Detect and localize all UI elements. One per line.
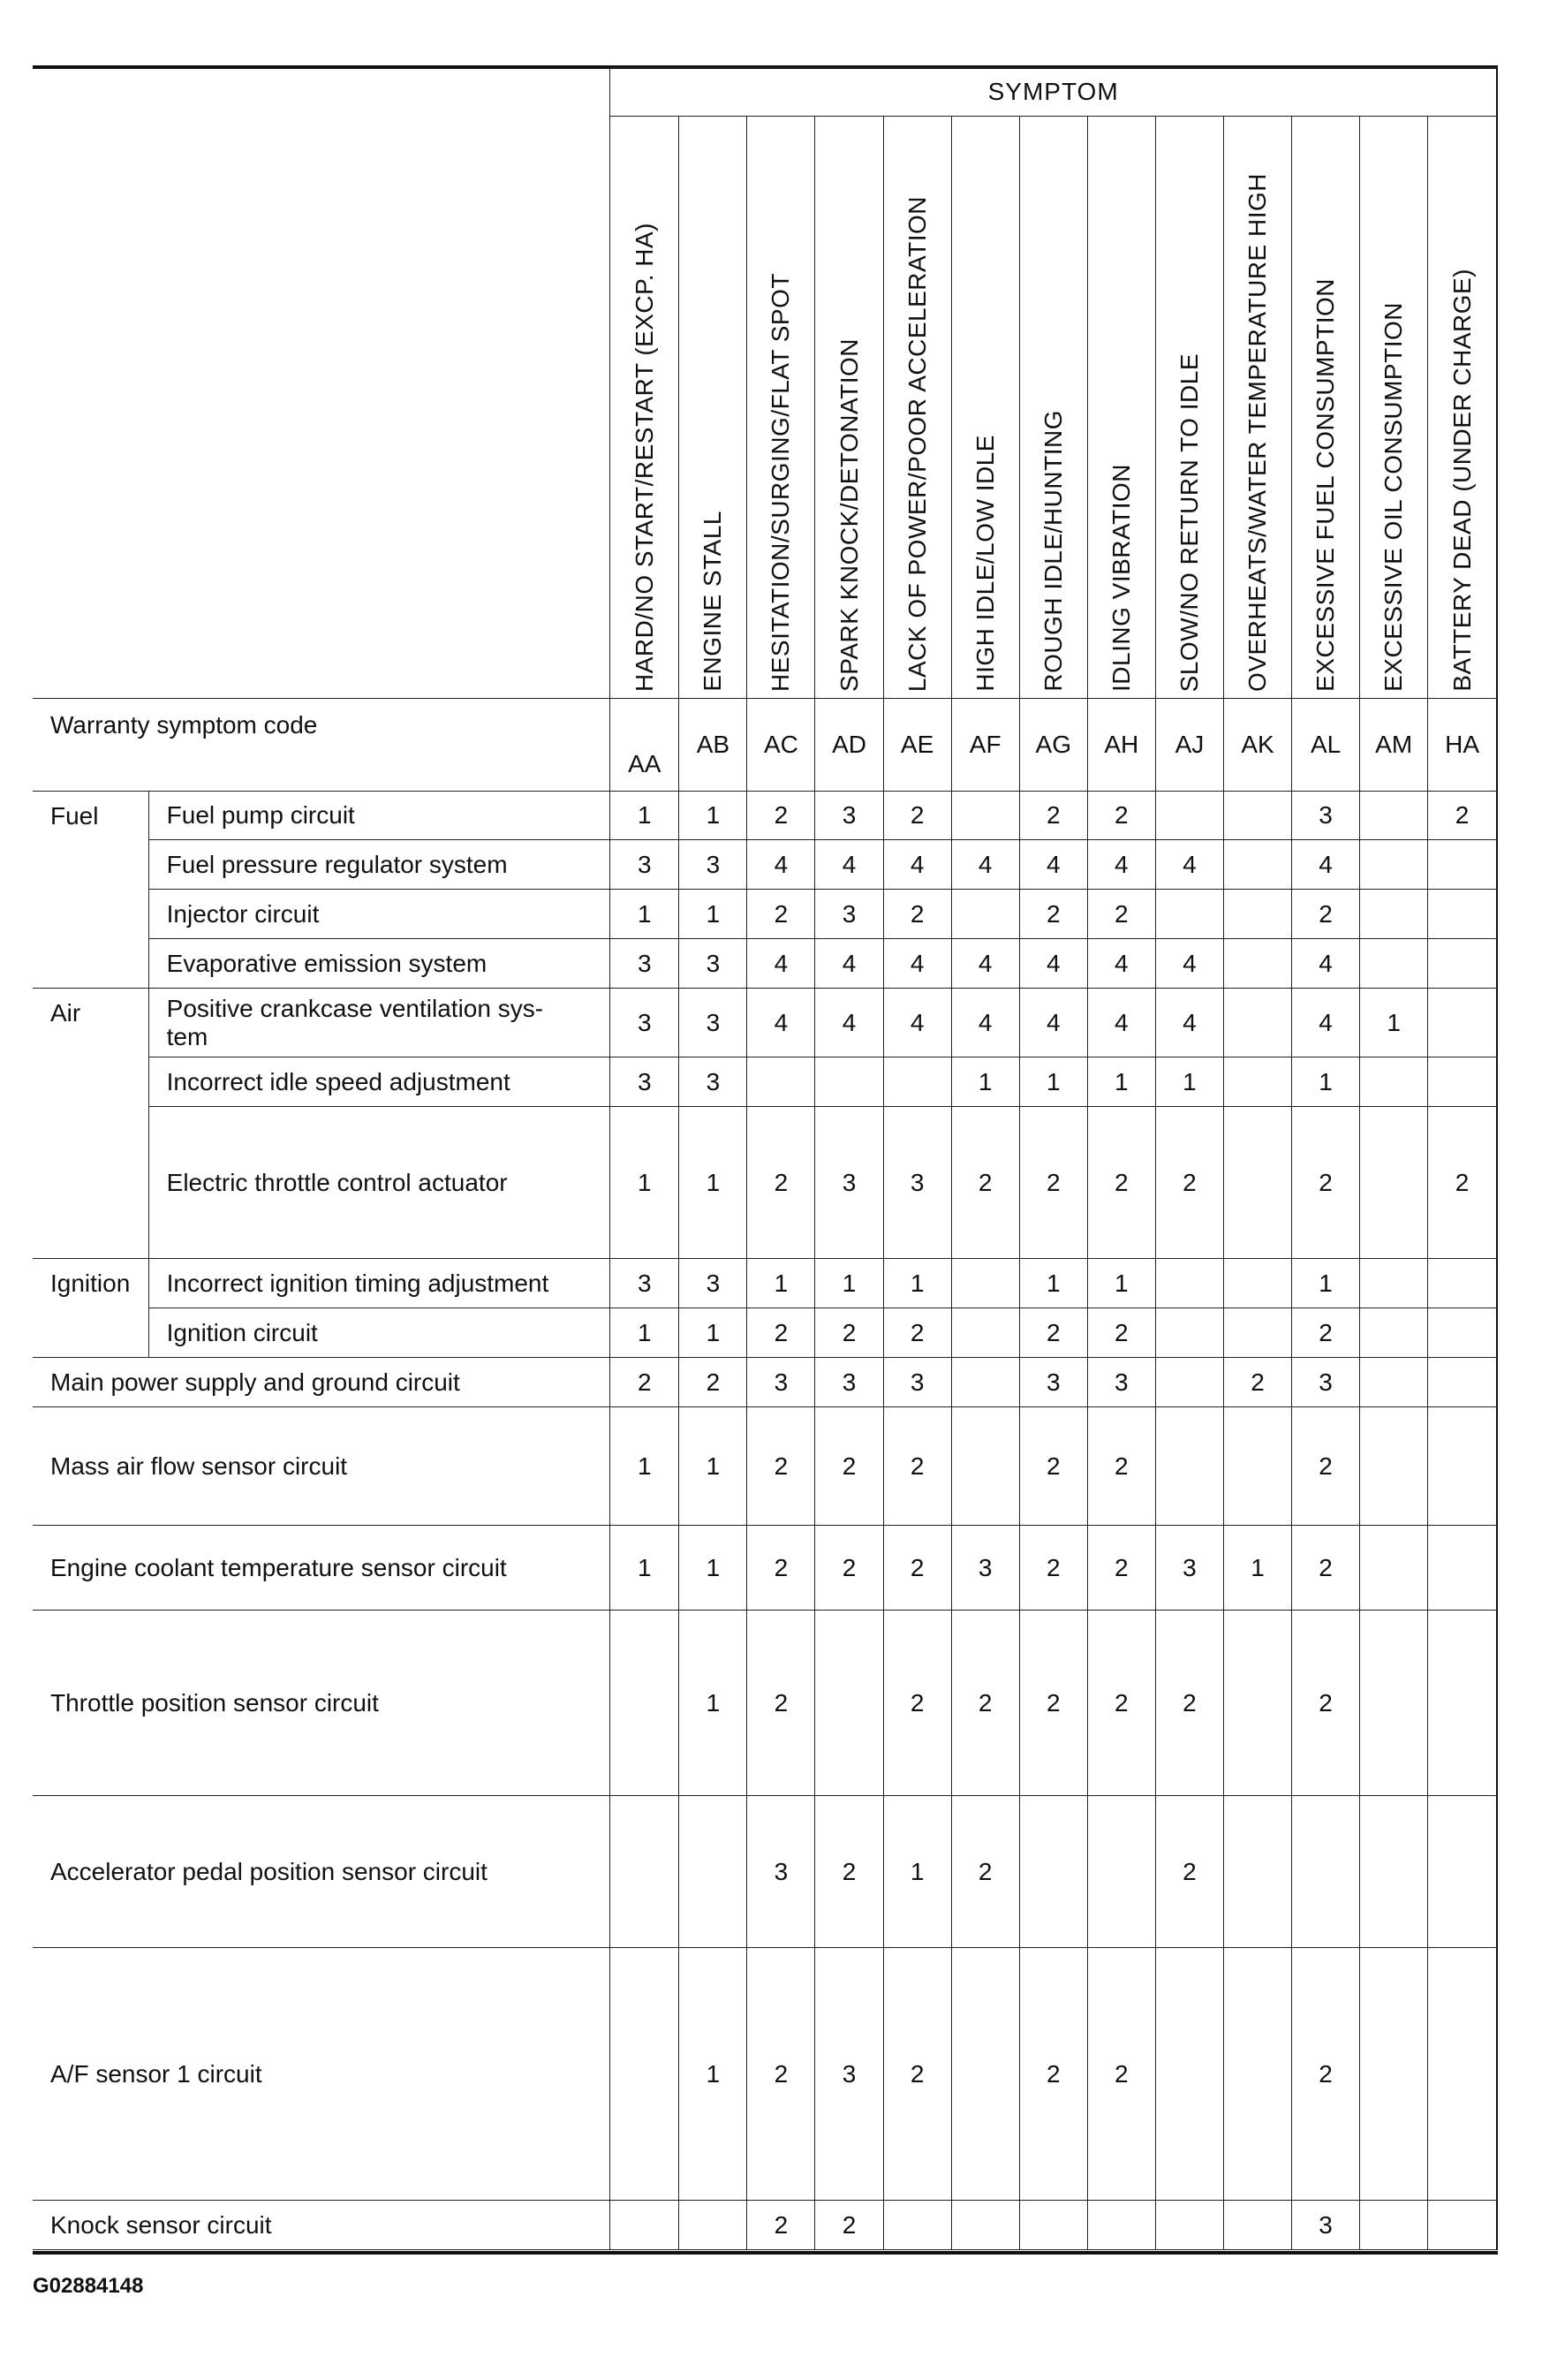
priority-cell [1360,939,1428,989]
priority-cell: 2 [1019,1611,1087,1796]
column-header [815,117,883,699]
priority-cell: 1 [1360,989,1428,1057]
column-header-label: SPARK KNOCK/DETONATION [835,338,863,692]
priority-cell: 4 [1019,840,1087,890]
priority-cell: 3 [1292,1358,1360,1407]
priority-cell [1428,1057,1497,1107]
priority-cell [951,1407,1019,1526]
priority-cell: 1 [679,1948,747,2201]
priority-cell [1360,840,1428,890]
row-label: Main power supply and ground circuit [33,1358,610,1407]
group-label: Fuel [33,792,148,989]
priority-cell: 2 [883,890,951,939]
priority-cell: 3 [747,1358,815,1407]
priority-cell: 2 [1155,1796,1223,1948]
priority-cell: 2 [1019,1948,1087,2201]
priority-cell: 2 [747,1407,815,1526]
row-label: Throttle position sensor circuit [33,1611,610,1796]
priority-cell [1155,890,1223,939]
priority-cell: 2 [883,1407,951,1526]
priority-cell: 3 [1155,1526,1223,1611]
column-header-label: EXCESSIVE OIL CONSUMPTION [1379,302,1408,692]
priority-cell: 3 [610,1057,679,1107]
warranty-code-cell: AK [1223,699,1291,792]
priority-cell: 4 [1155,840,1223,890]
priority-cell: 2 [747,1308,815,1358]
warranty-code-cell: AG [1019,699,1087,792]
priority-cell: 4 [883,989,951,1057]
column-header-label: IDLING VIBRATION [1107,464,1135,692]
priority-cell: 2 [747,1526,815,1611]
priority-cell: 2 [1155,1107,1223,1259]
priority-cell: 4 [1292,840,1360,890]
warranty-code-cell: AJ [1155,699,1223,792]
priority-cell: 3 [610,989,679,1057]
priority-cell [1428,1526,1497,1611]
priority-cell [1428,1308,1497,1358]
table-row [33,1107,1497,1259]
priority-cell [951,1259,1019,1308]
priority-cell: 1 [679,1407,747,1526]
priority-cell: 2 [1223,1358,1291,1407]
column-header [1428,117,1497,699]
priority-cell: 4 [1155,939,1223,989]
priority-cell: 2 [1087,1948,1155,2201]
priority-cell [1223,939,1291,989]
priority-cell: 1 [610,1107,679,1259]
priority-cell [1087,2201,1155,2250]
priority-cell: 1 [679,792,747,840]
warranty-code-cell: AF [951,699,1019,792]
priority-cell: 2 [1087,1308,1155,1358]
warranty-code-cell: AH [1087,699,1155,792]
priority-cell: 3 [610,939,679,989]
priority-cell: 1 [1019,1057,1087,1107]
priority-cell [1223,1407,1291,1526]
priority-cell [679,1796,747,1948]
priority-cell: 1 [1155,1057,1223,1107]
priority-cell: 1 [679,1308,747,1358]
column-header [747,117,815,699]
priority-cell: 2 [747,1948,815,2201]
priority-cell: 4 [883,840,951,890]
table-row [33,1259,1497,1308]
priority-cell: 4 [1019,989,1087,1057]
priority-cell: 4 [815,840,883,890]
priority-cell: 2 [1019,792,1087,840]
priority-cell: 3 [679,939,747,989]
warranty-code-row [33,699,1497,792]
table-row [33,1948,1497,2201]
priority-cell [951,1358,1019,1407]
priority-cell: 2 [815,2201,883,2250]
row-label: Electric throttle control actuator [148,1107,610,1259]
row-label: Accelerator pedal position sensor circuit [33,1796,610,1948]
priority-cell [1360,1308,1428,1358]
priority-cell: 2 [1019,890,1087,939]
table-row [33,989,1497,1057]
priority-cell: 1 [951,1057,1019,1107]
priority-cell [1155,792,1223,840]
priority-cell [1155,1308,1223,1358]
priority-cell: 1 [1087,1057,1155,1107]
column-header [679,117,747,699]
priority-cell [1155,2201,1223,2250]
priority-cell: 2 [815,1407,883,1526]
column-header [883,117,951,699]
priority-cell [1428,1407,1497,1526]
priority-cell: 1 [1292,1057,1360,1107]
row-label: Positive crankcase ventilation sys- tem [148,989,610,1057]
priority-cell [1360,1057,1428,1107]
priority-cell: 2 [951,1107,1019,1259]
priority-cell: 3 [610,1259,679,1308]
warranty-code-cell: AC [747,699,815,792]
priority-cell: 2 [883,1611,951,1796]
priority-cell: 4 [747,989,815,1057]
priority-cell [1223,1308,1291,1358]
priority-cell [815,1611,883,1796]
priority-cell [1223,989,1291,1057]
row-label: Mass air flow sensor circuit [33,1407,610,1526]
priority-cell: 2 [1087,792,1155,840]
column-header [1019,117,1087,699]
warranty-code-label: Warranty symptom code [33,699,610,792]
priority-cell [1155,1259,1223,1308]
symptom-header: SYMPTOM [610,68,1497,117]
priority-cell [1360,792,1428,840]
priority-cell [1360,1107,1428,1259]
priority-cell: 1 [1223,1526,1291,1611]
priority-cell: 1 [679,1526,747,1611]
priority-cell [883,2201,951,2250]
priority-cell: 2 [747,1107,815,1259]
priority-cell [883,1057,951,1107]
warranty-code-cell: AL [1292,699,1360,792]
priority-cell: 2 [747,1611,815,1796]
priority-cell: 3 [679,989,747,1057]
priority-cell [1360,1526,1428,1611]
row-label: Knock sensor circuit [33,2201,610,2250]
priority-cell [1019,1796,1087,1948]
table-row [33,792,1497,840]
priority-cell: 1 [610,1407,679,1526]
priority-cell: 2 [883,1526,951,1611]
table-row [33,1308,1497,1358]
priority-cell: 2 [951,1611,1019,1796]
priority-cell [951,792,1019,840]
priority-cell: 1 [1019,1259,1087,1308]
priority-cell: 4 [883,939,951,989]
priority-cell: 2 [1155,1611,1223,1796]
priority-cell [1360,2201,1428,2250]
priority-cell [1223,1107,1291,1259]
priority-cell: 1 [610,890,679,939]
priority-cell: 2 [815,1796,883,1948]
priority-cell [1428,1796,1497,1948]
table-row [33,2201,1497,2250]
column-header [1087,117,1155,699]
priority-cell: 3 [815,1107,883,1259]
column-header-label: HARD/NO START/RESTART (EXCP. HA) [630,223,658,692]
priority-cell: 3 [1292,2201,1360,2250]
warranty-code-cell: HA [1428,699,1497,792]
priority-cell [1428,1611,1497,1796]
priority-cell [1223,890,1291,939]
priority-cell [610,1796,679,1948]
priority-cell [951,890,1019,939]
column-header-label: SLOW/NO RETURN TO IDLE [1175,352,1203,692]
priority-cell: 2 [1428,792,1497,840]
column-header [1292,117,1360,699]
priority-cell [1428,1358,1497,1407]
priority-cell [1155,1358,1223,1407]
priority-cell: 4 [1019,939,1087,989]
column-header-label: LACK OF POWER/POOR ACCELERATION [903,195,931,692]
priority-cell: 2 [1087,1407,1155,1526]
priority-cell: 1 [679,1107,747,1259]
priority-cell: 4 [1087,939,1155,989]
row-label: A/F sensor 1 circuit [33,1948,610,2201]
priority-cell: 3 [815,1948,883,2201]
priority-cell: 4 [1155,989,1223,1057]
priority-cell: 2 [1292,1611,1360,1796]
priority-cell: 3 [883,1107,951,1259]
priority-cell [1428,989,1497,1057]
priority-cell: 4 [1292,939,1360,989]
priority-cell: 1 [610,1526,679,1611]
column-header-label: BATTERY DEAD (UNDER CHARGE) [1448,269,1476,692]
warranty-code-cell: AD [815,699,883,792]
priority-cell [1223,1057,1291,1107]
priority-cell: 2 [747,792,815,840]
column-header-label: ENGINE STALL [699,511,727,692]
priority-cell: 3 [1019,1358,1087,1407]
header-corner [33,68,610,699]
figure-id: G02884148 [33,2274,144,2298]
priority-cell: 2 [1292,1107,1360,1259]
priority-cell: 2 [815,1308,883,1358]
priority-cell: 3 [815,792,883,840]
priority-cell [1360,1358,1428,1407]
column-header [1223,117,1291,699]
priority-cell: 2 [1087,1611,1155,1796]
priority-cell: 3 [1087,1358,1155,1407]
column-header-label: ROUGH IDLE/HUNTING [1039,410,1067,692]
table-row [33,1796,1497,1948]
priority-cell: 2 [1019,1107,1087,1259]
priority-cell [1223,1796,1291,1948]
row-label: Evaporative emission system [148,939,610,989]
priority-cell [1428,1948,1497,2201]
column-header [1360,117,1428,699]
priority-cell: 3 [679,840,747,890]
priority-cell [951,1948,1019,2201]
priority-cell: 4 [951,989,1019,1057]
priority-cell [610,1948,679,2201]
priority-cell [610,2201,679,2250]
priority-cell: 1 [747,1259,815,1308]
column-header-label: EXCESSIVE FUEL CONSUMPTION [1311,278,1340,692]
priority-cell: 2 [1292,1308,1360,1358]
table-row [33,1358,1497,1407]
priority-cell [1428,890,1497,939]
priority-cell: 2 [1019,1407,1087,1526]
column-header [1155,117,1223,699]
priority-cell: 1 [883,1259,951,1308]
priority-cell [1428,2201,1497,2250]
row-label: Fuel pressure regulator system [148,840,610,890]
priority-cell: 2 [1087,1526,1155,1611]
priority-cell: 1 [679,890,747,939]
priority-cell [1360,1611,1428,1796]
priority-cell: 4 [815,939,883,989]
table-row [33,1611,1497,1796]
priority-cell [951,1308,1019,1358]
priority-cell: 2 [1019,1526,1087,1611]
priority-cell: 2 [815,1526,883,1611]
priority-cell [951,2201,1019,2250]
priority-cell [1428,1259,1497,1308]
priority-cell [1428,939,1497,989]
priority-cell [1223,1259,1291,1308]
table-row [33,840,1497,890]
priority-cell: 3 [815,1358,883,1407]
priority-cell [1019,2201,1087,2250]
priority-cell [747,1057,815,1107]
priority-cell: 2 [883,1308,951,1358]
priority-cell: 1 [610,1308,679,1358]
priority-cell: 3 [815,890,883,939]
table-row [33,939,1497,989]
priority-cell: 4 [1087,989,1155,1057]
priority-cell [1223,792,1291,840]
priority-cell [1223,1948,1291,2201]
priority-cell: 2 [883,792,951,840]
row-label: Incorrect ignition timing adjustment [148,1259,610,1308]
warranty-code-cell: AM [1360,699,1428,792]
priority-cell: 1 [883,1796,951,1948]
priority-cell: 2 [679,1358,747,1407]
priority-cell [1223,840,1291,890]
column-header [951,117,1019,699]
table-row [33,890,1497,939]
priority-cell [815,1057,883,1107]
priority-cell [1155,1407,1223,1526]
priority-cell [1087,1796,1155,1948]
priority-cell: 4 [951,939,1019,989]
priority-cell [610,1611,679,1796]
column-header-label: HIGH IDLE/LOW IDLE [971,435,999,692]
priority-cell: 3 [1292,792,1360,840]
row-label: Ignition circuit [148,1308,610,1358]
priority-cell: 2 [1292,1407,1360,1526]
priority-cell: 2 [610,1358,679,1407]
priority-cell: 2 [747,2201,815,2250]
table-row [33,1057,1497,1107]
priority-cell: 2 [1428,1107,1497,1259]
priority-cell [679,2201,747,2250]
warranty-code-cell: AA [610,699,679,792]
table-row [33,1407,1497,1526]
priority-cell [1223,1611,1291,1796]
priority-cell: 3 [610,840,679,890]
row-label: Incorrect idle speed adjustment [148,1057,610,1107]
priority-cell: 2 [1087,1107,1155,1259]
row-label: Injector circuit [148,890,610,939]
priority-cell: 4 [1087,840,1155,890]
priority-cell [1360,1948,1428,2201]
priority-cell [1360,1796,1428,1948]
priority-cell: 3 [679,1057,747,1107]
priority-cell: 3 [883,1358,951,1407]
priority-cell: 2 [1292,1526,1360,1611]
priority-cell [1428,840,1497,890]
table-bottom-rule [33,2251,1498,2255]
group-label: Air [33,989,148,1259]
priority-cell: 1 [1292,1259,1360,1308]
warranty-code-cell: AE [883,699,951,792]
priority-cell [1155,1948,1223,2201]
priority-cell: 4 [815,989,883,1057]
priority-cell: 1 [679,1611,747,1796]
priority-cell: 4 [747,840,815,890]
priority-cell: 2 [1292,1948,1360,2201]
priority-cell [1360,1259,1428,1308]
table-body [33,792,1497,2250]
priority-cell: 2 [1087,890,1155,939]
priority-cell: 2 [883,1948,951,2201]
priority-cell [1360,890,1428,939]
priority-cell: 3 [747,1796,815,1948]
priority-cell: 4 [1292,989,1360,1057]
priority-cell: 2 [951,1796,1019,1948]
priority-cell [1360,1407,1428,1526]
priority-cell: 1 [1087,1259,1155,1308]
group-label: Ignition [33,1259,148,1358]
priority-cell: 2 [1292,890,1360,939]
row-label: Fuel pump circuit [148,792,610,840]
row-label: Engine coolant temperature sensor circuit [33,1526,610,1611]
priority-cell: 1 [610,792,679,840]
priority-cell: 4 [951,840,1019,890]
symptom-header-row [33,68,1497,117]
symptom-matrix-table [33,67,1498,2250]
priority-cell: 4 [747,939,815,989]
priority-cell [1292,1796,1360,1948]
column-header-label: HESITATION/SURGING/FLAT SPOT [767,273,795,692]
priority-cell: 3 [951,1526,1019,1611]
column-header-label: OVERHEATS/WATER TEMPERATURE HIGH [1243,173,1271,692]
warranty-code-cell: AB [679,699,747,792]
priority-cell: 1 [815,1259,883,1308]
column-header [610,117,679,699]
priority-cell: 2 [747,890,815,939]
priority-cell: 3 [679,1259,747,1308]
priority-cell [1223,2201,1291,2250]
priority-cell: 2 [1019,1308,1087,1358]
table-row [33,1526,1497,1611]
